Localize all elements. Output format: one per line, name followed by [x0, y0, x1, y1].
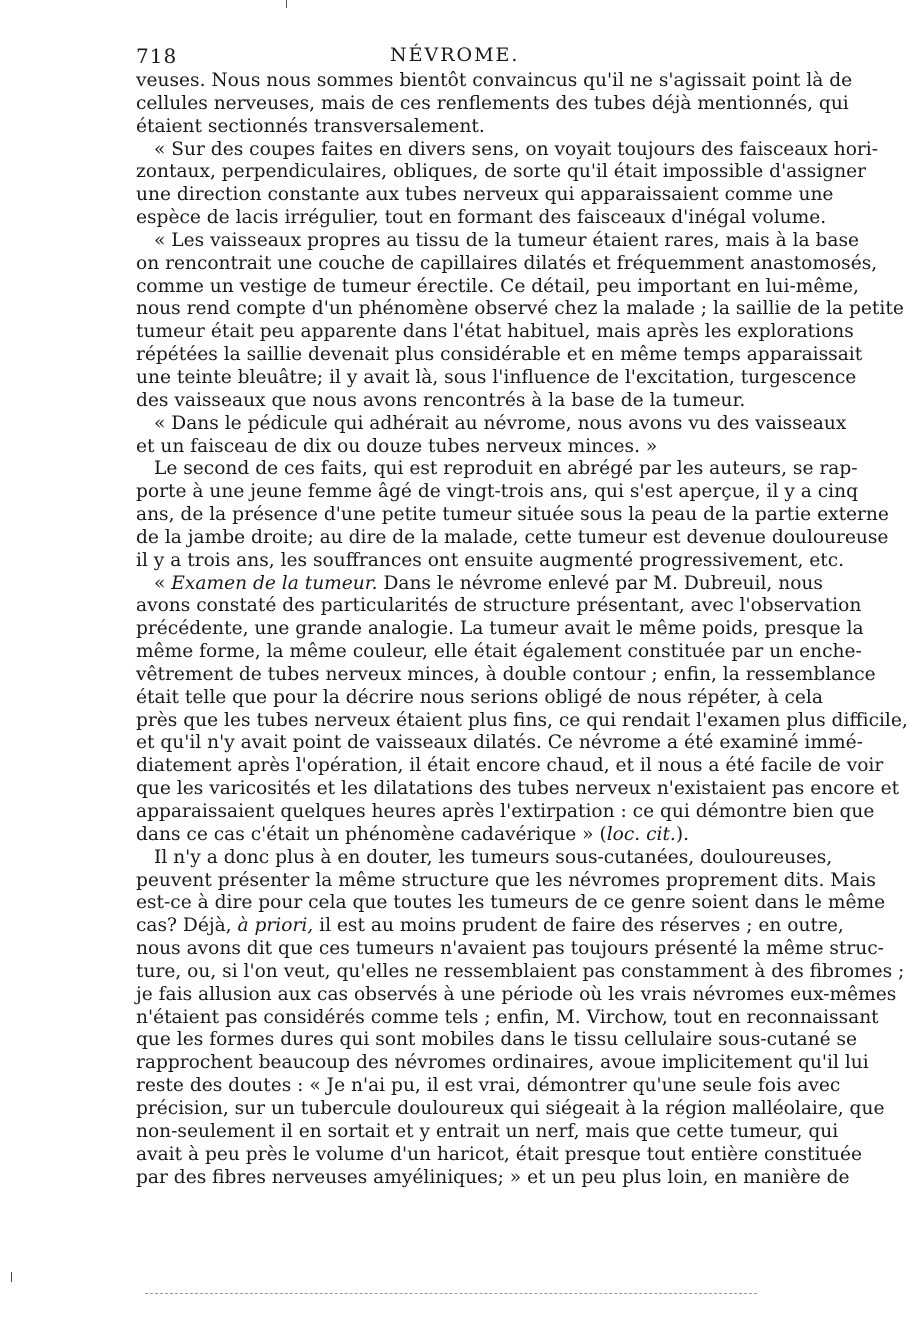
section-title: Examen de la tumeur.: [171, 572, 378, 594]
text-line: on rencontrait une couche de capillaires dilatés et fréquemment anastomosés,: [136, 252, 878, 274]
text-line: [136, 824, 766, 847]
text-line: n'étaient pas considérés comme tels ; enfin, M. Virchow, tout en reconnaissant: [136, 1006, 879, 1028]
text-line: nous avons dit que ces tumeurs n'avaient pas toujours présenté la même struc-: [136, 938, 884, 960]
text-line: près que les tubes nerveux étaient plus fins, ce qui rendait l'examen plus difficile,: [136, 709, 908, 731]
text-line: comme un vestige de tumeur érectile. Ce détail, peu important en lui-même,: [136, 275, 859, 297]
text-line: nous rend compte d'un phénomène observé chez la malade ; la saillie de la petite: [136, 298, 904, 320]
text-line: une teinte bleuâtre; il y avait là, sous l'influence de l'excitation, turgescence: [136, 366, 857, 388]
citation-open: (: [593, 823, 607, 845]
text-line: [136, 572, 823, 596]
text-line: Le second de ces faits, qui est reproduit en abrégé par les auteurs, se rap-: [154, 458, 858, 480]
text-line: vêtrement de tubes nerveux minces, à double contour ; enfin, la ressemblance: [136, 663, 876, 685]
text-line: reste des doutes : « Je n'ai pu, il est vrai, démontrer qu'une seule fois avec: [136, 1075, 841, 1097]
text-line: « Les vaisseaux propres au tissu de la tumeur étaient rares, mais à la base: [154, 229, 860, 251]
text-run: cas? Déjà,: [136, 915, 232, 937]
citation: loc. cit.: [606, 823, 676, 845]
text-line: précision, sur un tubercule douloureux qui siégeait à la région malléolaire, que: [136, 1097, 885, 1119]
footer-rule: [145, 1293, 757, 1294]
page-number: 718: [136, 44, 178, 68]
text-line: apparaissaient quelques heures après l'extirpation : ce qui démontre bien que: [136, 801, 875, 822]
text-line: « Sur des coupes faites en divers sens, on voyait toujours des faisceaux hori-: [154, 138, 879, 160]
text-line: veuses. Nous nous sommes bientôt convaincus qu'il ne s'agissait point là de: [136, 70, 853, 91]
text-line: était telle que pour la décrire nous serions obligé de nous répéter, à cela: [136, 686, 823, 708]
text-line: non-seulement il en sortait et y entrait un nerf, mais que cette tumeur, qui: [136, 1120, 839, 1142]
text-line: précédente, une grande analogie. La tumeur avait le même poids, presque la: [136, 618, 864, 640]
text-line: de la jambe droite; au dire de la malade, cette tumeur est devenue douloureuse: [136, 526, 889, 548]
text-line: Il n'y a donc plus à en douter, les tumeurs sous-cutanées, douloureuses,: [154, 846, 833, 868]
text-line: et qu'il n'y avait point de vaisseaux dilatés. Ce névrome a été examiné immé-: [136, 732, 863, 754]
body-text: [136, 70, 908, 1189]
text-line: diatement après l'opération, il était encore chaud, et il nous a été facile de voir: [136, 755, 884, 777]
text-run: il est au moins prudent de faire des réserves ; en outre,: [319, 915, 844, 937]
text-line: il y a trois ans, les souffrances ont ensuite augmenté progressivement, etc.: [136, 549, 845, 571]
margin-mark: [11, 1272, 12, 1282]
text-line: zontaux, perpendiculaires, obliques, de sorte qu'il était impossible d'assigner: [136, 161, 867, 183]
text-line: peuvent présenter la même structure que les névromes proprement dits. Mais: [136, 869, 876, 891]
text-line: « Dans le pédicule qui adhérait au névrome, nous avons vu des vaisseaux: [154, 412, 847, 434]
text-line: étaient sectionnés transversalement.: [136, 115, 485, 137]
text-line: même forme, la même couleur, elle était également constituée par un enche-: [136, 641, 862, 663]
text-line: ans, de la présence d'une petite tumeur située sous la peau de la partie externe: [136, 504, 889, 526]
text-line: est-ce à dire pour cela que toutes les tumeurs de ce genre soient dans le même: [136, 892, 886, 914]
scan-tick-mark: [286, 0, 287, 8]
text-line: des vaisseaux que nous avons rencontrés à la base de la tumeur.: [136, 389, 746, 411]
text-line: par des fibres nerveuses amyéliniques; » et un peu plus loin, en manière de: [136, 1166, 850, 1188]
text-run: Dans le névrome enlevé par M. Dubreuil, nous: [383, 572, 823, 594]
text-line: tumeur était peu apparente dans l'état habituel, mais après les explorations: [136, 321, 854, 343]
latin-phrase: à priori,: [237, 915, 314, 937]
text-line: [136, 915, 844, 938]
text-line: porte à une jeune femme âgé de vingt-trois ans, qui s'est aperçue, il y a cinq: [136, 481, 858, 503]
text-line: une direction constante aux tubes nerveux qui apparaissaient comme une: [136, 184, 834, 206]
text-line: rapprochent beaucoup des névromes ordinaires, avoue implicitement qu'il lui: [136, 1052, 869, 1074]
text-line: que les varicosités et les dilatations des tubes nerveux n'existaient pas encore et: [136, 778, 900, 800]
text-line: avons constaté des particularités de structure présentant, avec l'observation: [136, 595, 862, 617]
text-line: ture, ou, si l'on veut, qu'elles ne ressemblaient pas constamment à des fibromes ;: [136, 960, 905, 982]
text-line: je fais allusion aux cas observés à une période où les vrais névromes eux-mêmes: [136, 983, 897, 1005]
text-line: répétées la saillie devenait plus considérable et en même temps apparaissait: [136, 344, 863, 366]
running-head: NÉVROME.: [390, 44, 520, 66]
text-run: dans ce cas c'était un phénomène cadavérique »: [136, 823, 594, 845]
text-line: espèce de lacis irrégulier, tout en formant des faisceaux d'inégal volume.: [136, 207, 827, 229]
text-line: cellules nerveuses, mais de ces renflements des tubes déjà mentionnés, qui: [136, 92, 849, 114]
citation-close: ).: [675, 823, 690, 845]
text-line: que les formes dures qui sont mobiles dans le tissu cellulaire sous-cutané se: [136, 1029, 858, 1051]
text-line: avait à peu près le volume d'un haricot, était presque tout entière constituée: [136, 1143, 862, 1165]
text-line: et un faisceau de dix ou douze tubes nerveux minces. »: [136, 435, 658, 457]
quote-mark: «: [154, 572, 172, 594]
